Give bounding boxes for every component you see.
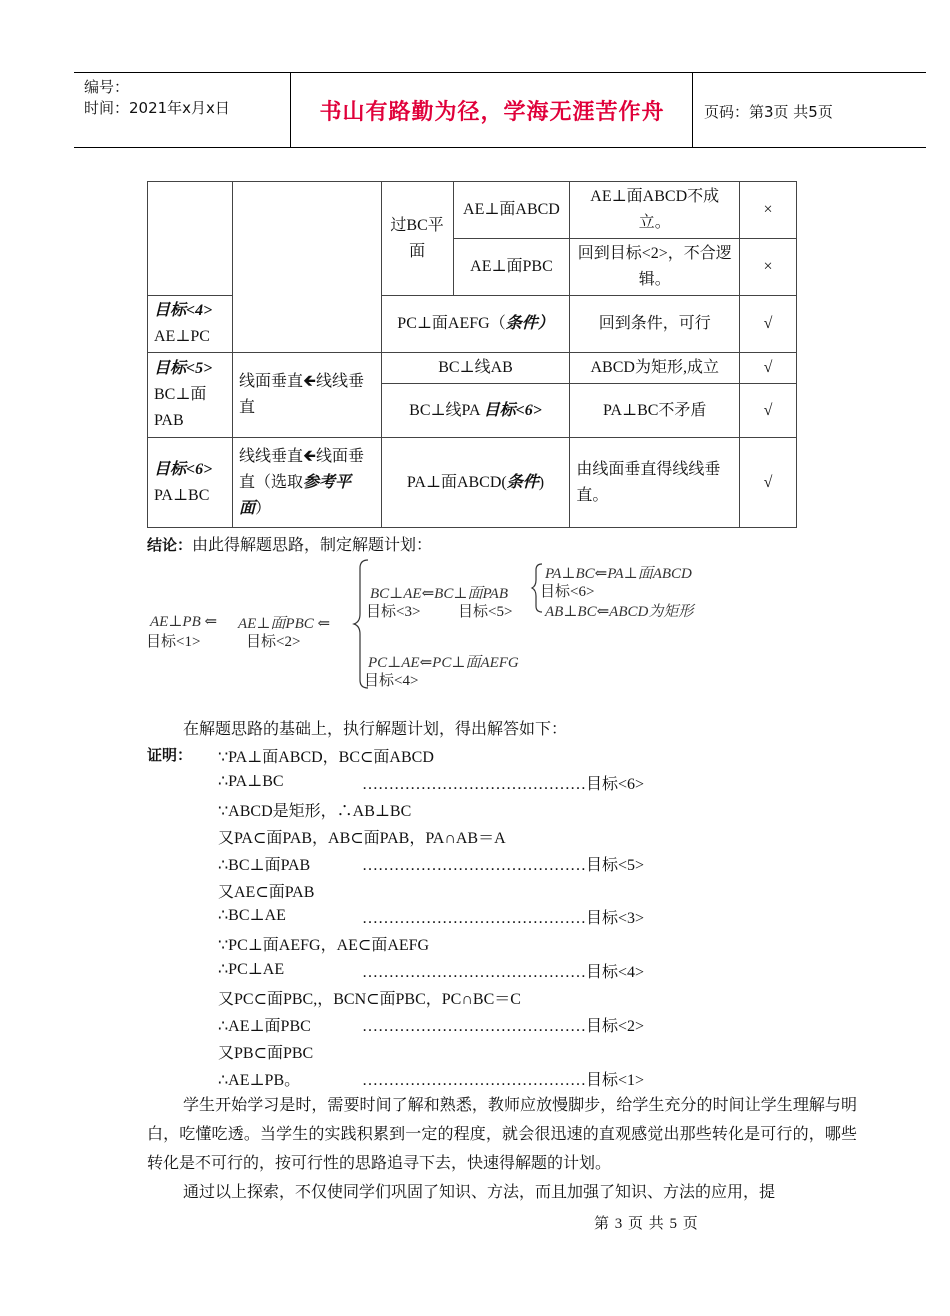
cell-text: 线线垂直🡸线面垂直（选取 <box>238 447 364 491</box>
proof-goal-ref: ……………………………………目标<4> <box>362 964 645 981</box>
page-number-label: 页码：第3页 共5页 <box>704 103 833 121</box>
goal-text: PA⊥BC <box>154 486 210 504</box>
proof-goal-ref: ……………………………………目标<5> <box>362 857 645 874</box>
proof-line: ∵ABCD是矩形，∴AB⊥BC <box>218 803 412 820</box>
proof-line: 又PC⊂面PBC,，BCN⊂面PBC，PC∩BC＝C <box>218 991 521 1008</box>
cell-text: PA⊥面ABCD( <box>406 473 507 491</box>
table-cell <box>148 353 233 438</box>
cell-text: ) <box>538 473 545 491</box>
cell-emphasis: 参考平面 <box>238 473 351 517</box>
tree-node: BC⊥AE⇐BC⊥面PAB <box>370 586 508 602</box>
table-cell <box>381 384 570 438</box>
tree-node: AE⊥面PBC ⇐ <box>238 616 331 632</box>
proof-line: ∴AE⊥面PBC <box>218 1018 311 1035</box>
table-cell: √ <box>740 353 797 384</box>
cell-text: ） <box>254 499 271 517</box>
cell-emphasis: 目标<6> <box>483 401 542 419</box>
cell-emphasis: 条件 <box>505 315 538 332</box>
cell-text: BC⊥线PA <box>409 401 484 419</box>
solution-tree <box>140 556 780 696</box>
table-cell: AE⊥面ABCD不成立。 <box>570 182 740 239</box>
table-cell: AE⊥面PBC <box>453 239 570 296</box>
goal-label: 目标<4> <box>154 302 213 319</box>
cell-text: PC⊥面AEFG（ <box>397 315 506 332</box>
paragraph: 学生开始学习是时，需要时间了解和熟悉，教师应放慢脚步，给学生充分的时间让学生理解与明白，吃懂吃透。当学生的实践积累到一定的程度，就会很迅速的直观感觉出那些转化是可行的，哪些转化是不可行的，按可行性的思路追寻下去，快速得解题的计划。 <box>147 1097 857 1172</box>
tree-goal: 目标<5> <box>458 604 513 620</box>
tree-node: AE⊥PB ⇐ <box>150 614 218 630</box>
conclusion <box>147 532 432 555</box>
table-row <box>148 182 797 239</box>
table-cell: PA⊥BC不矛盾 <box>570 384 740 438</box>
proof-line: ∵PC⊥面AEFG，AE⊂面AEFG <box>218 937 430 954</box>
cell-emphasis: 条件 <box>506 473 539 491</box>
table-cell: 回到目标<2>，不合逻辑。 <box>570 239 740 296</box>
header-meta <box>84 77 230 119</box>
table-cell: 过BC平面 <box>381 182 453 296</box>
tree-goal: 目标<2> <box>246 634 301 650</box>
proof-line: 又AE⊂面PAB <box>218 884 315 901</box>
proof-line: ∴BC⊥面PAB <box>218 857 311 874</box>
goal-label: 目标<6> <box>154 460 213 478</box>
cell-text: ） <box>537 315 554 332</box>
goal-text: BC⊥面PAB <box>154 386 207 429</box>
number-label: 编号： <box>84 78 130 96</box>
table-cell <box>148 182 233 296</box>
page-header <box>74 72 926 148</box>
table-row <box>148 438 797 528</box>
tree-goal: 目标<1> <box>146 634 201 650</box>
tree-node: PC⊥AE⇐PC⊥面AEFG <box>368 655 519 671</box>
proof-goal-ref: ……………………………………目标<6> <box>362 776 645 793</box>
table-cell <box>381 438 570 528</box>
analysis-table <box>147 181 797 528</box>
proof-line: ∴BC⊥AE <box>218 907 286 924</box>
table-cell: √ <box>740 296 797 353</box>
tree-node: PA⊥BC⇐PA⊥面ABCD <box>545 566 692 582</box>
proof-label: 证明： <box>147 746 193 764</box>
proof-line: 又PB⊂面PBC <box>218 1045 314 1062</box>
goal-label: 目标<5> <box>154 360 213 377</box>
tree-goal: 目标<3> <box>366 604 421 620</box>
table-cell: ABCD为矩形,成立 <box>570 353 740 384</box>
proof-line: ∴PA⊥BC <box>218 773 284 790</box>
proof-line: ∴AE⊥PB。 <box>218 1072 301 1089</box>
table-cell: √ <box>740 438 797 528</box>
table-cell <box>381 296 570 353</box>
table-cell: 线面垂直🡸线线垂直 <box>232 353 381 438</box>
table-cell: 回到条件，可行 <box>570 296 740 353</box>
page-footer: 第 3 页 共 5 页 <box>594 1216 699 1232</box>
tree-goal: 目标<4> <box>364 673 419 689</box>
table-cell <box>232 438 381 528</box>
table-cell: √ <box>740 384 797 438</box>
goal-text: AE⊥PC <box>154 328 210 345</box>
intro-text: 在解题思路的基础上，执行解题计划，得出解答如下： <box>183 721 568 738</box>
table-cell <box>148 438 233 528</box>
proof-goal-ref: ……………………………………目标<3> <box>362 910 645 927</box>
header-motto: 书山有路勤为径，学海无涯苦作舟 <box>319 100 665 125</box>
proof-line: ∵PA⊥面ABCD，BC⊂面ABCD <box>218 749 434 766</box>
conclusion-text: 由此得解题思路，制定解题计划： <box>192 537 433 554</box>
table-cell: BC⊥线AB <box>381 353 570 384</box>
table-cell: × <box>740 182 797 239</box>
table-cell: AE⊥面ABCD <box>453 182 570 239</box>
proof-line: ∴PC⊥AE <box>218 961 285 978</box>
time-label: 时间：2021年x月x日 <box>84 99 230 117</box>
table-cell: × <box>740 239 797 296</box>
table-cell: 由线面垂直得线线垂直。 <box>570 438 740 528</box>
proof-goal-ref: ……………………………………目标<1> <box>362 1072 645 1089</box>
table-row <box>148 353 797 384</box>
header-divider <box>692 73 693 147</box>
tree-node: AB⊥BC⇐ABCD为矩形 <box>545 604 694 620</box>
header-divider <box>290 73 291 147</box>
proof-line: 又PA⊂面PAB，AB⊂面PAB，PA∩AB＝A <box>218 830 506 847</box>
conclusion-label: 结论： <box>147 536 193 554</box>
table-cell <box>148 296 233 353</box>
table-cell <box>232 182 381 353</box>
tree-goal: 目标<6> <box>540 584 595 600</box>
paragraph: 通过以上探索，不仅使同学们巩固了知识、方法，而且加强了知识、方法的应用，提 <box>183 1184 776 1201</box>
proof-goal-ref: ……………………………………目标<2> <box>362 1018 645 1035</box>
